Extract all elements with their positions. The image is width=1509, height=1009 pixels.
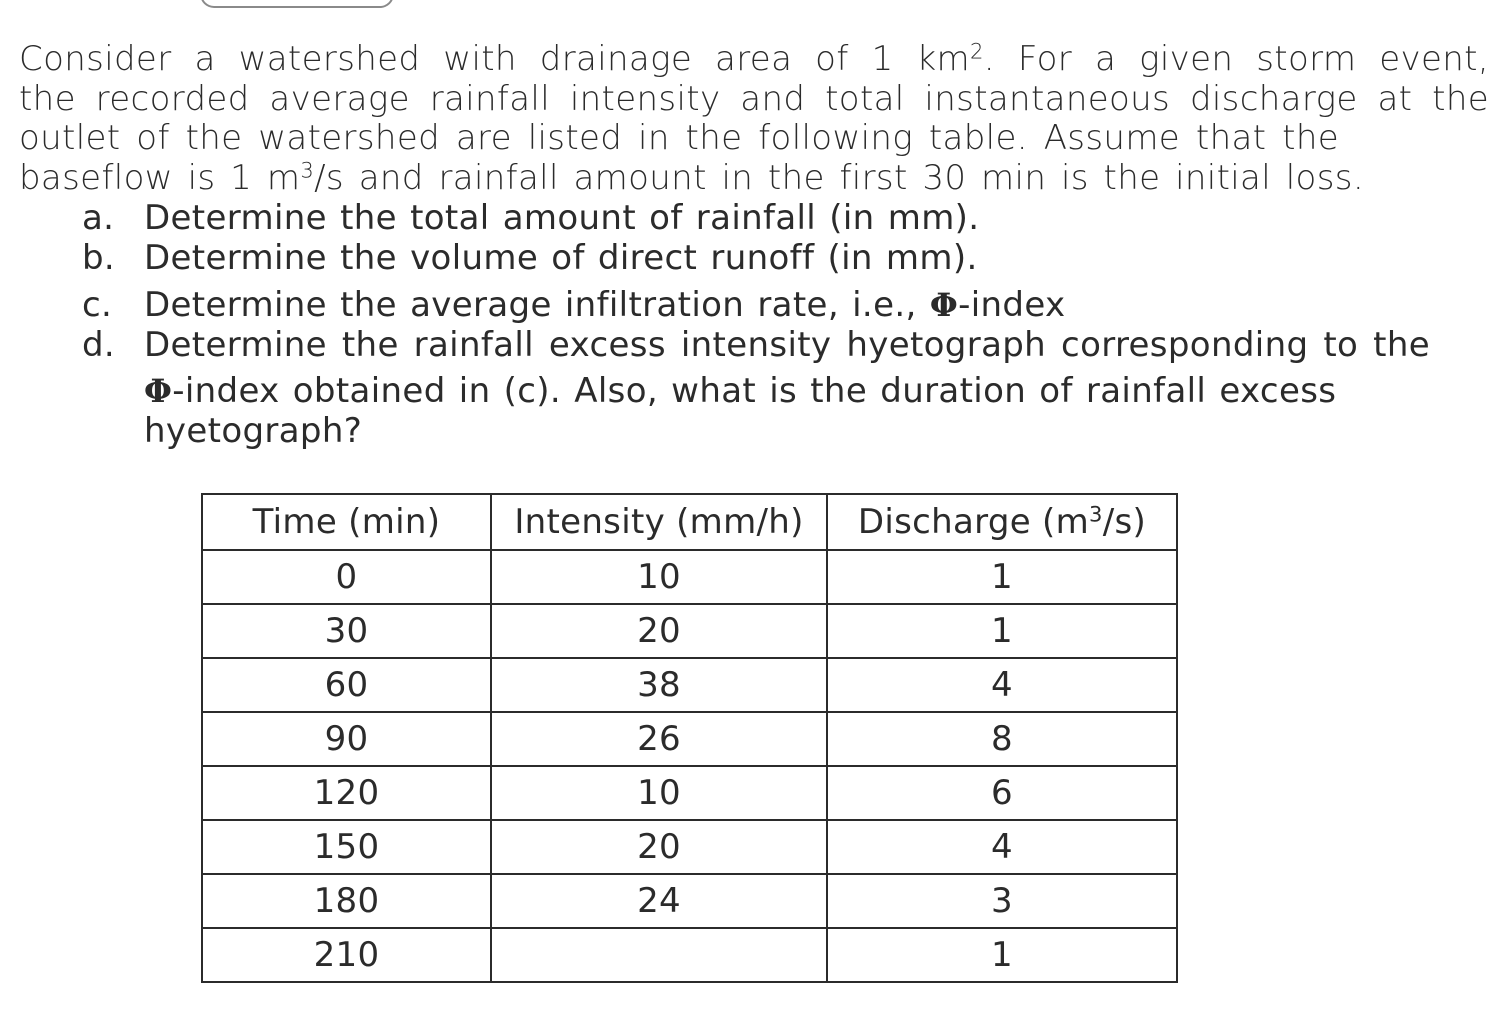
header-time: Time (min): [202, 494, 491, 550]
table-header-row: [202, 494, 1177, 550]
rainfall-discharge-table: [201, 493, 1178, 983]
intro-line-1-text: Consider a watershed with drainage area of 1 km: [19, 39, 971, 79]
cell-discharge: 1: [827, 550, 1177, 604]
phi-symbol: Φ: [144, 372, 173, 410]
cell-time: 180: [202, 874, 491, 928]
cell-time: 150: [202, 820, 491, 874]
cell-discharge: 8: [827, 712, 1177, 766]
table-row: [202, 766, 1177, 820]
cell-intensity: 10: [491, 550, 827, 604]
cell-intensity: 20: [491, 604, 827, 658]
question-letter: a.: [82, 198, 115, 238]
cell-discharge: 4: [827, 820, 1177, 874]
m-cubed-superscript: 3: [1089, 501, 1103, 527]
cell-intensity: 26: [491, 712, 827, 766]
question-c: [82, 285, 1462, 325]
question-d: [82, 325, 1462, 451]
question-d-line-3: hyetograph?: [144, 411, 363, 451]
cell-discharge: 3: [827, 874, 1177, 928]
cell-intensity: 10: [491, 766, 827, 820]
cell-time: 60: [202, 658, 491, 712]
phi-symbol: Φ: [929, 286, 959, 324]
header-intensity: Intensity (mm/h): [491, 494, 827, 550]
table-row: [202, 658, 1177, 712]
question-text: Determine the average infiltration rate, i.e.,: [144, 285, 930, 325]
question-a: [82, 198, 1462, 238]
cell-discharge: 4: [827, 658, 1177, 712]
cell-time: 210: [202, 928, 491, 982]
table-row: [202, 712, 1177, 766]
question-list: [82, 198, 1462, 451]
intro-line-2: the recorded average rainfall intensity and total instantaneous discharge at the: [19, 78, 1489, 119]
problem-statement: [19, 40, 1489, 198]
question-letter: b.: [82, 238, 116, 278]
cell-discharge: 1: [827, 604, 1177, 658]
intro-line-4: [19, 156, 1364, 199]
question-b: [82, 238, 1462, 278]
cell-intensity: [491, 928, 827, 982]
table-row: [202, 604, 1177, 658]
intro-line-4-end: /s and rainfall amount in the first 30 min is the initial loss.: [314, 157, 1364, 198]
table-row: [202, 928, 1177, 982]
m-cubed-superscript: 3: [300, 156, 315, 182]
km-squared-superscript: 2: [970, 38, 984, 64]
cropped-bracket-fragment: [200, 0, 394, 8]
cell-discharge: 6: [827, 766, 1177, 820]
question-letter: d.: [82, 325, 116, 365]
intro-line-3: outlet of the watershed are listed in the following table. Assume that the: [19, 118, 1339, 158]
header-discharge-text: Discharge (m: [857, 502, 1090, 542]
header-discharge: [827, 494, 1177, 550]
intro-line-1: [19, 40, 1489, 80]
question-text-end: -index: [958, 285, 1066, 325]
table-row: [202, 550, 1177, 604]
cell-intensity: 38: [491, 658, 827, 712]
intro-line-4-text: baseflow is 1 m: [19, 157, 301, 198]
cell-time: 30: [202, 604, 491, 658]
cell-intensity: 20: [491, 820, 827, 874]
question-letter: c.: [82, 285, 113, 325]
question-d-line-1: Determine the rainfall excess intensity hyetograph corresponding to the: [144, 325, 1430, 365]
question-text: Determine the volume of direct runoff (in mm).: [144, 238, 978, 278]
question-text: Determine the total amount of rainfall (in mm).: [144, 198, 980, 238]
cell-time: 120: [202, 766, 491, 820]
cell-discharge: 1: [827, 928, 1177, 982]
question-d-line-2: [144, 371, 1462, 411]
cell-intensity: 24: [491, 874, 827, 928]
cell-time: 0: [202, 550, 491, 604]
intro-line-1-end: . For a given storm event,: [983, 39, 1489, 79]
cell-time: 90: [202, 712, 491, 766]
table-row: [202, 820, 1177, 874]
question-d-line-2-text: -index obtained in (c). Also, what is the duration of rainfall excess: [172, 371, 1337, 411]
table-row: [202, 874, 1177, 928]
header-discharge-unit: /s): [1102, 502, 1147, 542]
